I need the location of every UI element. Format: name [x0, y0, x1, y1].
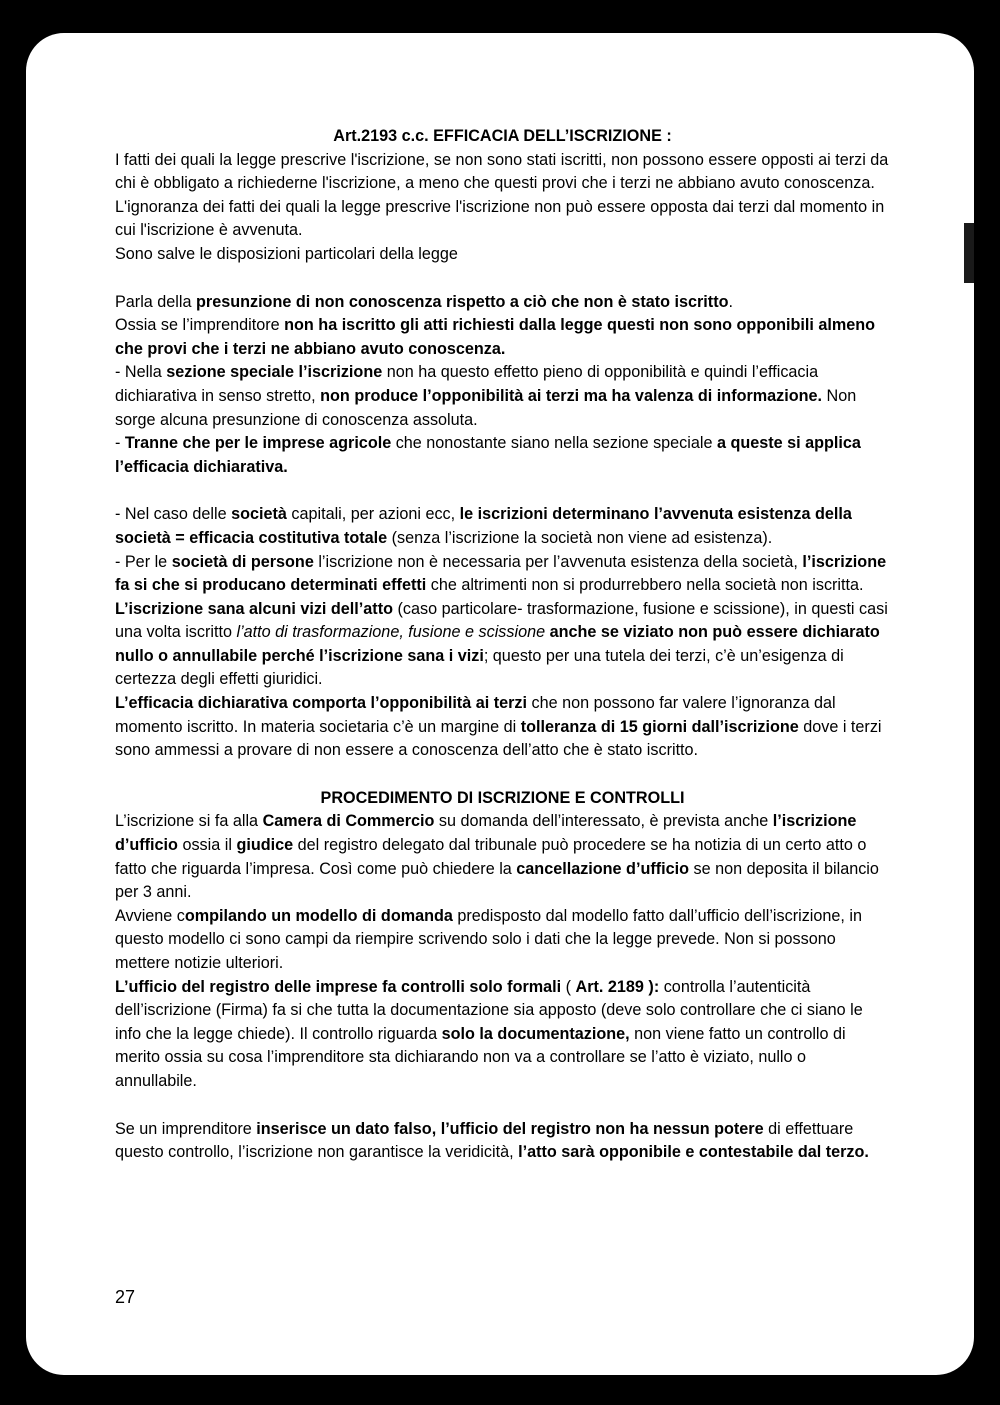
- paragraph: - Per le società di persone l’iscrizione non è necessaria per l’avvenuta esistenza della società, l’iscrizione fa si che si producano determinati effetti che altrimenti non si produrrebbero nella società non iscritta.: [115, 552, 887, 595]
- paragraph: Ossia se l’imprenditore non ha iscritto gli atti richiesti dalla legge questi non sono opponibili almeno che provi che i terzi ne abbiano avuto conoscenza.: [115, 316, 876, 358]
- document-body: [115, 125, 890, 1165]
- paragraph: Parla della presunzione di non conoscenza rispetto a ciò che non è stato iscritto.: [115, 292, 733, 311]
- page-number: 27: [115, 1287, 136, 1307]
- paragraph: L’ufficio del registro delle imprese fa controlli solo formali ( Art. 2189 ): controlla l’autenticità dell’iscrizione (Firma) fa si che tutta la documentazione sia apposto (deve solo controllare che ci siano le info che la legge chiede). Il controllo riguarda solo la documentazione, non viene fatto un controllo di merito ossia su cosa l’imprenditore sta dichiarando non va a controllare se l’atto è viziato, nullo o annullabile.: [115, 977, 863, 1090]
- paragraph: Avviene compilando un modello di domanda predisposto dal modello fatto dall’ufficio dell’iscrizione, in questo modello ci sono campi da riempire scrivendo solo i dati che la legge prevede. Non si possono mettere notizie ulteriori.: [115, 906, 862, 972]
- paragraph: L’iscrizione si fa alla Camera di Commercio su domanda dell’interessato, è prevista anche l’iscrizione d’ufficio ossia il giudice del registro delegato dal tribunale può procedere se ha notizia di un certo atto o fatto che riguarda l’impresa. Così come può chiedere la cancellazione d’ufficio se non deposita il bilancio per 3 anni.: [115, 812, 879, 902]
- paragraph: L’efficacia dichiarativa comporta l’opponibilità ai terzi che non possono far valere l’ignoranza dal momento iscritto. In materia societaria c’è un margine di tolleranza di 15 giorni dall’iscrizione dove i terzi sono ammessi a provare di non essere a conoscenza dell’atto che è stato iscritto.: [115, 694, 882, 760]
- paragraph: L'ignoranza dei fatti dei quali la legge prescrive l'iscrizione non può essere opposta dai terzi dal momento in cui l'iscrizione è avvenuta.: [115, 197, 885, 240]
- page-edge-mark: [964, 223, 974, 283]
- spacer: [115, 1094, 890, 1118]
- section-title-efficacia: Art.2193 c.c. EFFICACIA DELL’ISCRIZIONE :: [333, 127, 672, 145]
- spacer: [115, 479, 890, 503]
- paragraph: - Nella sezione speciale l’iscrizione non ha questo effetto pieno di opponibilità e quindi l’efficacia dichiarativa in senso stretto, non produce l’opponibilità ai terzi ma ha valenza di informazione. Non sorge alcuna presunzione di conoscenza assoluta.: [115, 363, 857, 429]
- paragraph: I fatti dei quali la legge prescrive l'iscrizione, se non sono stati iscritti, non possono essere opposti ai terzi da chi è obbligato a richiederne l'iscrizione, a meno che questi provi che i terzi ne abbiano avuto conoscenza.: [115, 150, 889, 193]
- spacer: [115, 763, 890, 787]
- paragraph: - Nel caso delle società capitali, per azioni ecc, le iscrizioni determinano l’avvenuta esistenza della società = efficacia costitutiva totale (senza l’iscrizione la società non viene ad esistenza).: [115, 505, 852, 547]
- paragraph: - Tranne che per le imprese agricole che nonostante siano nella sezione speciale a queste si applica l’efficacia dichiarativa.: [115, 434, 861, 476]
- paragraph: L’iscrizione sana alcuni vizi dell’atto (caso particolare- trasformazione, fusione e scissione), in questi casi una volta iscritto l’atto di trasformazione, fusione e scissione anche se viziato non può essere dichiarato nullo o annullabile perché l’iscrizione sana i vizi; questo per una tutela dei terzi, c’è un’esigenza di certezza degli effetti giuridici.: [115, 599, 888, 689]
- spacer: [115, 267, 890, 291]
- paragraph: Se un imprenditore inserisce un dato falso, l’ufficio del registro non ha nessun potere di effettuare questo controllo, l’iscrizione non garantisce la veridicità, l’atto sarà opponibile e contestabile dal terzo.: [115, 1119, 869, 1162]
- section-title-procedimento: PROCEDIMENTO DI ISCRIZIONE E CONTROLLI: [320, 788, 685, 807]
- paragraph: Sono salve le disposizioni particolari della legge: [115, 244, 458, 263]
- document-page: [26, 33, 974, 1375]
